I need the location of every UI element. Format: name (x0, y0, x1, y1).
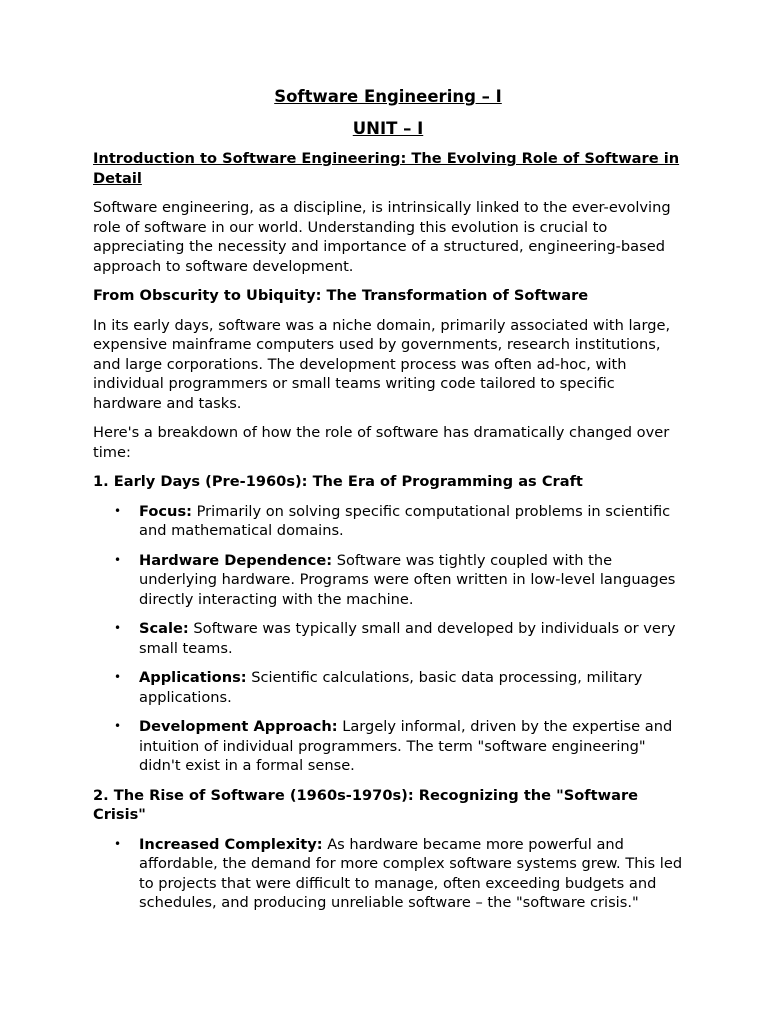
list-item (93, 668, 683, 707)
bullet-label: Development Approach: (139, 718, 338, 735)
bullet-icon: • (114, 621, 122, 635)
bullet-label: Applications: (139, 669, 247, 686)
era1-bullet-list (93, 502, 683, 776)
early-days-paragraph: In its early days, software was a niche domain, primarily associated with large, expensive mainframe computers used by governments, research institutions, and large corporations. The development process was often ad-hoc, with individual programmers or small teams writing code tailored to specific hardware and tasks. (93, 316, 671, 412)
intro-paragraph: Software engineering, as a discipline, is intrinsically linked to the ever-evolving role of software in our world. Understanding this evolution is crucial to appreciating the necessity and importance of a structured, engineering-based approach to software development. (93, 199, 671, 275)
list-item (93, 835, 683, 913)
bullet-text: Scientific calculations, basic data processing, military applications. (139, 669, 643, 706)
list-item (93, 502, 683, 541)
bullet-text: Largely informal, driven by the expertise and intuition of individual programmers. The term "software engineering" didn't exist in a formal sense. (139, 718, 673, 774)
bullet-icon: • (114, 719, 122, 733)
bullet-icon: • (114, 552, 122, 567)
list-item (93, 551, 683, 610)
bullet-text: Software was tightly coupled with the underlying hardware. Programs were often written in low-level languages directly interacting with the machine. (139, 551, 676, 608)
unit-heading: UNIT – I (352, 119, 424, 138)
list-item (93, 717, 683, 776)
era2-bullet-list (93, 835, 683, 913)
bullet-icon: • (114, 836, 122, 851)
intro-heading: Introduction to Software Engineering: The Evolving Role of Software in Detail (93, 150, 680, 187)
era1-heading: 1. Early Days (Pre-1960s): The Era of Programming as Craft (93, 473, 583, 490)
breakdown-paragraph: Here's a breakdown of how the role of software has dramatically changed over time: (93, 424, 670, 461)
bullet-label: Scale: (139, 620, 189, 637)
bullet-text: Software was typically small and developed by individuals or very small teams. (139, 620, 676, 657)
bullet-icon: • (114, 503, 122, 518)
bullet-label: Hardware Dependence: (139, 551, 333, 569)
list-item (93, 619, 683, 658)
bullet-text: Primarily on solving specific computational problems in scientific and mathematical domains. (139, 502, 671, 539)
bullet-icon: • (114, 670, 122, 684)
section-heading-transformation: From Obscurity to Ubiquity: The Transformation of Software (93, 287, 589, 304)
document-title: Software Engineering – I (274, 87, 502, 106)
bullet-label: Focus: (139, 502, 192, 520)
era2-heading: 2. The Rise of Software (1960s-1970s): Recognizing the "Software Crisis" (93, 786, 639, 823)
bullet-text: As hardware became more powerful and affordable, the demand for more complex software systems grew. This led to projects that were difficult to manage, often exceeding budgets and schedules, and producing unreliable software – the "software crisis." (139, 835, 683, 911)
document-page (93, 86, 683, 923)
bullet-label: Increased Complexity: (139, 835, 323, 853)
